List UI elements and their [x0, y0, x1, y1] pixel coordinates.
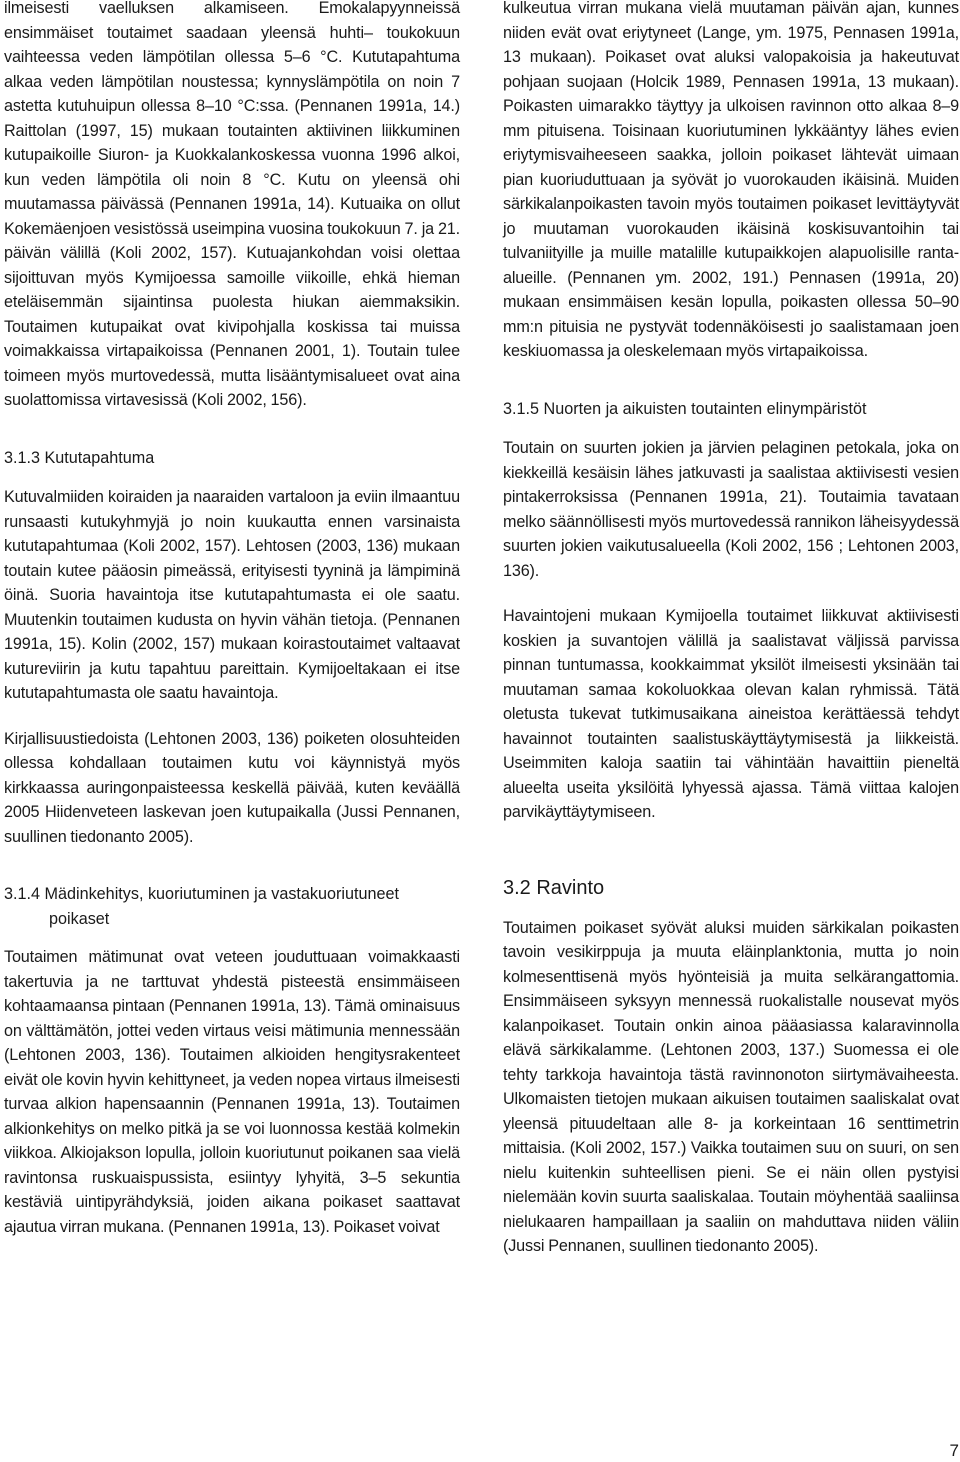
page-number: 7 — [949, 1441, 959, 1460]
paragraph-spawning-1: Kutuvalmiiden koiraiden ja naaraiden vartaloon ja eviin ilmaantuu runsaasti kutukyhmyjä jo noin kuukautta ennen varsinaista kututapahtumaa (Koli 2002, 157). Lehtosen (2003, 136) mukaan toutain kutee pääosin pimeässä, erityisesti tyyninä ja lämpiminä öinä. Suoria havaintoja itse kututapahtumasta ei ole saatu. Muutenkin toutaimen kudusta on hyvin vähän tietoja. (Pennanen 1991a, 15). Kolin (2002, 157) mukaan koirastoutaimet valtaavat kutureviirin ja kutu tapahtuu pareittain. Kymijoeltakaan ei itse kututapahtumasta ole saatu havaintoja. — [4, 488, 460, 702]
paragraph-spawning-2: Kirjallisuustiedoista (Lehtonen 2003, 136) poiketen olosuhteiden ollessa kohdallaan toutaimen kutu voi käynnistyä myös kirkkaassa auringonpaisteessa keskellä päivää, kuten keväällä 2005 Hiidenveteen laskevan joen kutupaikalla (Jussi Pennanen, suullinen tiedonanto 2005). — [4, 729, 460, 846]
paragraph-egg-development: Toutaimen mätimunat ovat veteen jouduttuaan voimakkaasti takertuvia ja ne tarttuvat yhdestä pisteestä ensimmäiseen kohtaamaansa pintaan (Pennanen 1991a, 13). Tämä ominaisuus on välttämätön, jottei veden virtaus veisi mätimunia mennessään (Lehtonen 2003, 136). Toutaimen alkioiden hengitysrakenteet eivät ole kovin hyvin kehittyneet, ja veden nopea virtaus ilmeisesti turvaa alkion hapensaannin (Pennanen 1991a, 13). Toutaimen alkionkehitys on melko pitkä ja se voi luonnossa kestää kolmekin viikkoa. Alkiojakson lopulla, jolloin kuoriutunut poikanen saa vielä ravintonsa ruskuaispussista, esiintyy lyhyitä, 3–5 sekuntia kestäviä uintipyrähdyksiä, joiden aikana poikaset saattavat ajautua virran mukana. (Pennanen 1991a, 13). Poikaset voivat — [4, 948, 460, 1236]
heading-3-1-5: 3.1.5 Nuorten ja aikuisten toutainten elinympäristöt — [503, 399, 867, 418]
heading-3-1-3: 3.1.3 Kututapahtuma — [4, 448, 155, 467]
heading-3-2: 3.2 Ravinto — [503, 876, 605, 899]
paragraph-spawning-timing: ilmeisesti vaelluksen alkamiseen. Emokalapyynneissä ensimmäiset toutaimet saadaan yleensä huhti– toukokuun vaihteessa veden lämpötilan ollessa 5–6 °C. Kututapahtuma alkaa veden lämpötilan noustessa; kynnyslämpötila on noin 7 astetta kutuhuipun ollessa 8–10 °C:ssa. (Pennanen 1991a, 14.) Raittolan (1997, 15) mukaan toutainten aktiivinen liikkuminen kutupaikoille Siuron- ja Kuokkalankoskessa vuonna 1996 alkoi, kun veden lämpötila oli noin 8 °C. Kutu on yleensä ohi muutamassa päivässä (Pennanen 1991a, 14). Kutuaika on ollut Kokemäenjoen vesistössä useimpina vuosina toukokuun 7. ja 21. päivän välillä (Koli 2002, 157). Kutuajankohdan voisi olettaa sijoittuvan myös Kymijoessa samoille viikoille, ehkä hieman eteläisemmän sijaintinsa puolesta hiukan aiemmaksikin. Toutaimen kutupaikat ovat kivipohjalla koskissa tai muissa voimakkaissa virtapaikoissa (Pennanen 2001, 1). Toutain tulee toimeen myös murtovedessä, mutta lisääntymisalueet ovat aina suolattomissa virtavesissä (Koli 2002, 156). — [4, 0, 460, 409]
heading-3-1-4: 3.1.4 Mädinkehitys, kuoriutuminen ja vastakuoriutuneet poikaset — [4, 885, 400, 928]
paragraph-larvae: kulkeutua virran mukana vielä muutaman päivän ajan, kunnes niiden evät ovat eriytyneet (Lange, ym. 1975, Pennasen 1991a, 13 mukaan). Poikaset ovat aluksi valopakoisia ja hakeutuvat pohjaan suojaan (Holcik 1989, Pennasen 1991a, 13 mukaan). Poikasten uimarakko täyttyy ja ulkoisen ravinnon otto alkaa 8–9 mm pituisena. Toisinaan kuoriutuminen lykkääntyy lähes evien eriytymisvaiheeseen saakka, jolloin poikaset lähtevät uimaan pian kuoriuduttuaan ja syövät jo vuorokauden ikäisinä. Muiden särkikalanpoikasten tavoin myös toutaimen poikaset levittäytyvät jo muutaman vuorokauden ikäisinä koskisuvantoihin tai tulvaniityille ja muille matalille kutupaikkojen alapuolisille ranta-alueille. (Pennanen ym. 2002, 191.) Pennasen (1991a, 20) mukaan ensimmäisen kesän lopulla, poikasten ollessa 50–90 mm:n pituisia ne pystyvät todennäköisesti jo saalistamaan joen keskiuomassa ja oleskelemaan myös virtapaikoissa. — [503, 0, 959, 360]
paragraph-habitat-2: Havaintojeni mukaan Kymijoella toutaimet liikkuvat aktiivisesti koskien ja suvantojen välillä ja saalistavat väljissä parvissa pinnan tuntumassa, kookkaimmat yksilöt ilmeisesti yksinään tai muutaman samaa kokoluokkaa olevan kalan ryhmissä. Tätä oletusta tukevat tutkimusaikana aineistoa kerättäessä tehdyt havainnot toutainten saalistuskäyttäytymisestä ja liikkeistä. Useimmiten kaloja saatiin tai vähintään havaittiin pieneltä alueelta useita yksilöitä lyhyessä ajassa. Tämä viittaa kalojen parvikäyttäytymiseen. — [503, 607, 959, 821]
right-column — [503, 0, 959, 1259]
paragraph-habitat-1: Toutain on suurten jokien ja järvien pelaginen petokala, joka on kiekkeillä kesäisin lähes jatkuvasti ja saalistaa aktiivisesti vesien pintakerroksissa (Pennanen 1991a, 21). Toutaimia tavataan melko säännöllisesti myös murtovedessä rannikon läheisyydessä suurten jokien vaikutusalueella (Koli 2002, 156 ; Lehtonen 2003, 136). — [503, 439, 959, 580]
paragraph-diet: Toutaimen poikaset syövät aluksi muiden särkikalan poikasten tavoin vesikirppuja ja muuta eläinplanktonia, mutta jo noin kolmesenttisenä myös hyönteisiä ja muita selkärangattomia. Ensimmäiseen syksyyn mennessä ruokalistalle nousevat myös kalanpoikaset. Toutain onkin ainoa pääasiassa kalaravinnolla elävä särkikalamme. (Lehtonen 2003, 137.) Suomessa ei ole tehty tarkkoja havaintoja tästä ravinnonoton siirtymävaiheesta. Ulkomaisten tietojen mukaan aikuisen toutaimen saaliskalat ovat yleensä pituudeltaan alle 8- ja korkeintaan 16 senttimetrin mittaisia. (Koli 2002, 157.) Vaikka toutaimen suu on suuri, on sen nielu kuitenkin suhteellisen pieni. Se ei näin ollen pystyisi nielemään kovin suurta saaliskalaa. Toutain möyhentää saaliinsa nielukaaren hampaillaan ja saaliin on mahduttava niiden väliin (Jussi Pennanen, suullinen tiedonanto 2005). — [503, 918, 959, 1255]
left-column — [4, 0, 460, 1239]
